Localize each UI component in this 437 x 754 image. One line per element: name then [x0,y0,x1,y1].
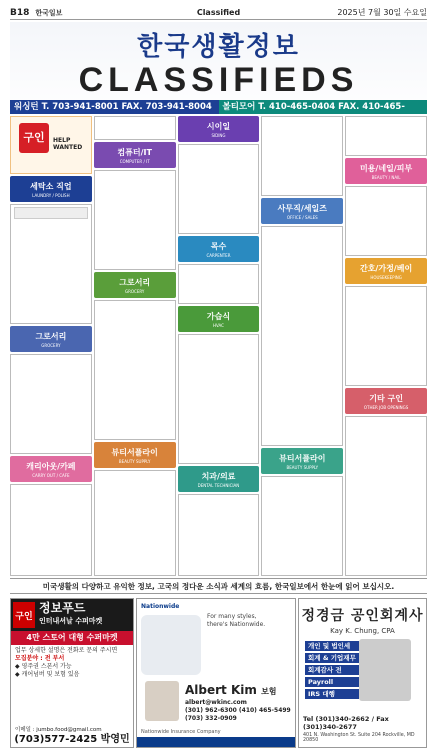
service-item: Payroll [305,677,359,687]
issue-date: 2025년 7월 30일 수요일 [337,8,427,17]
category-title: 시이일 [206,121,231,131]
classified-grid [10,116,427,576]
tagline-line: there's Nationwide. [207,621,266,628]
watch-image [141,615,201,675]
help-wanted-label: HELP WANTED [53,137,83,151]
category-title: 뷰티서플라이 [279,453,326,463]
category-title: 캐리아웃/카페 [26,461,76,471]
listing [94,300,176,440]
column-4 [261,116,343,576]
service-item: 회계 & 기업재무 [305,653,359,663]
ad-line: 모집분야 : 전 부서 [15,655,65,662]
category-subtitle: GROCERY [125,288,145,294]
cpa-services [305,641,359,701]
category-other [345,388,427,414]
category-title: 미용/네일/피부 [359,163,413,173]
ad-line: ◆ 캐어넘버 및 보험 있음 [15,671,80,678]
category-subtitle: SIDING [211,132,226,138]
category-title: 기타 구인 [369,393,403,403]
category-subtitle: HOUSEKEEPING [370,274,402,280]
masthead-korean: 한국생활정보 [137,32,300,62]
ad-jumbo-food [10,598,134,748]
category-title: 그로서리 [119,277,151,287]
ad-header [11,599,133,631]
category-siding [178,116,260,142]
listing [94,116,176,140]
ad-title [39,602,102,628]
listing [261,476,343,576]
column-5 [345,116,427,576]
category-subtitle: OFFICE / SALES [286,214,318,220]
category-office [261,198,343,224]
category-grocery-2 [94,272,176,298]
cpa-name: 정경금 공인회계사 [301,608,424,624]
section-name: Classified [196,8,241,17]
agent-name-text: Albert Kim [185,683,257,697]
ad-badge: 구인 [13,602,35,628]
ad-footer-bar [137,737,295,747]
category-title: 그로서리 [35,331,67,341]
category-subtitle: BEAUTY SUPPLY [286,464,319,470]
help-wanted-box [10,116,92,174]
ad-name: 정보푸드 [39,601,86,615]
listing [94,170,176,270]
listing [345,416,427,576]
listing [345,286,427,386]
agent-name-kr: 보험 [261,687,277,696]
ad-body [11,645,133,681]
category-title: 가습식 [206,311,231,321]
category-title: 간호/가정/베이 [359,263,413,273]
help-sign: 구인 [19,123,49,153]
listing [10,204,92,324]
ads-row [10,598,427,748]
dc-contact: 워싱턴 T. 703-941-8001 FAX. 703-941-8004 [10,100,219,114]
category-title: 치과/의료 [201,471,236,481]
category-cafe [10,456,92,482]
category-grocery [10,326,92,352]
agent-tel: (301) 962-6300 (410) 465-5499 [185,707,291,714]
ad-header [299,599,426,635]
listing [178,334,260,464]
promo-banner: 미국생활의 다양하고 유익한 정보, 고국의 정다운 소식과 세계의 흐름, 한국일보에서 한눈에 읽어 보십시오. [10,578,427,594]
category-title: 컴퓨터/IT [117,147,152,157]
agent-tel: (703) 332-0909 [185,715,237,722]
category-title: 목수 [210,241,227,251]
ad-insurance [136,598,296,748]
listing [261,116,343,196]
ad-line: ◆ 영주권 스폰서 가능 [15,663,72,670]
cpa-address: 401 N. Washington St. Suite 204 Rockville, MD 20850 [303,733,415,743]
contact-bar [10,100,427,114]
category-laundry [10,176,92,202]
top-bar [10,6,427,20]
agent-name [185,683,277,697]
listing [10,484,92,576]
category-title: 세탁소 직업 [30,181,72,191]
cpa-name-en: Kay K. Chung, CPA [330,627,395,635]
listing [178,144,260,234]
page-number: B18 [10,7,30,18]
category-dry [94,442,176,468]
category-carpenter [178,236,260,262]
service-item: IRS 대행 [305,689,359,699]
ad-footnote: Nationwide Insurance Company [141,729,221,735]
listing [261,226,343,446]
service-item: 개인 및 법인세 [305,641,359,651]
listing [345,186,427,256]
masthead-english: CLASSIFIEDS [78,61,359,99]
service-item: 회계감사 전 [305,665,359,675]
agent-photo [145,681,179,721]
agent-contacts [185,699,291,723]
ad-email: 이메일 : jumbo.food@gmail.com [15,727,102,733]
brand-logo: Nationwide [141,603,180,610]
column-1 [10,116,92,576]
category-subtitle: DENTAL TECHNICIAN [197,482,240,488]
category-title: 사무직/세일즈 [277,203,327,213]
category-subtitle: CARPENTER [206,252,231,258]
category-hvac [178,306,260,332]
category-housekeeping [345,258,427,284]
category-subtitle: LAUNDRY / POLISH [32,192,70,198]
category-subtitle: HVAC [213,322,224,328]
ad-subtitle: 인터내셔날 수퍼마켓 [39,617,103,625]
category-dental [178,466,260,492]
listing [345,116,427,156]
column-2 [94,116,176,576]
tagline-line: For many styles, [207,613,257,620]
agent-email: albert@wkinc.com [185,699,247,706]
ad-line: 업무 상세한 설명은 전화로 문의 주시면 [15,647,118,654]
ad-phone: (703)577-2425 박영민 [14,734,130,745]
listing [94,470,176,576]
category-beauty-nail [345,158,427,184]
category-beauty-supply [261,448,343,474]
listing [178,264,260,304]
column-3 [178,116,260,576]
category-subtitle: COMPUTER / IT [119,158,150,164]
cpa-photo [359,639,411,701]
newspaper-logo: 한국일보 [35,8,63,17]
category-subtitle: GROCERY [41,342,61,348]
category-subtitle: CARRY OUT / CAFE [32,472,70,478]
category-subtitle: BEAUTY / NAIL [371,174,401,180]
category-subtitle: BEAUTY SUPPLY [118,458,151,464]
ad-tagline [207,613,265,629]
ad-cpa [298,598,427,748]
category-subtitle: OTHER JOB OPENINGS [363,404,409,410]
category-computer [94,142,176,168]
category-title: 뷰티서플라이 [111,447,158,457]
listing [10,354,92,454]
baltimore-contact: 볼티모어 T. 410-465-0404 FAX. 410-465- [219,100,428,114]
listing [178,494,260,576]
ad-hot-line: 4만 스토어 대형 수퍼마켓 [11,631,133,645]
cpa-phone: Tel (301)340-2662 / Fax (301)340-2677 [303,715,389,731]
